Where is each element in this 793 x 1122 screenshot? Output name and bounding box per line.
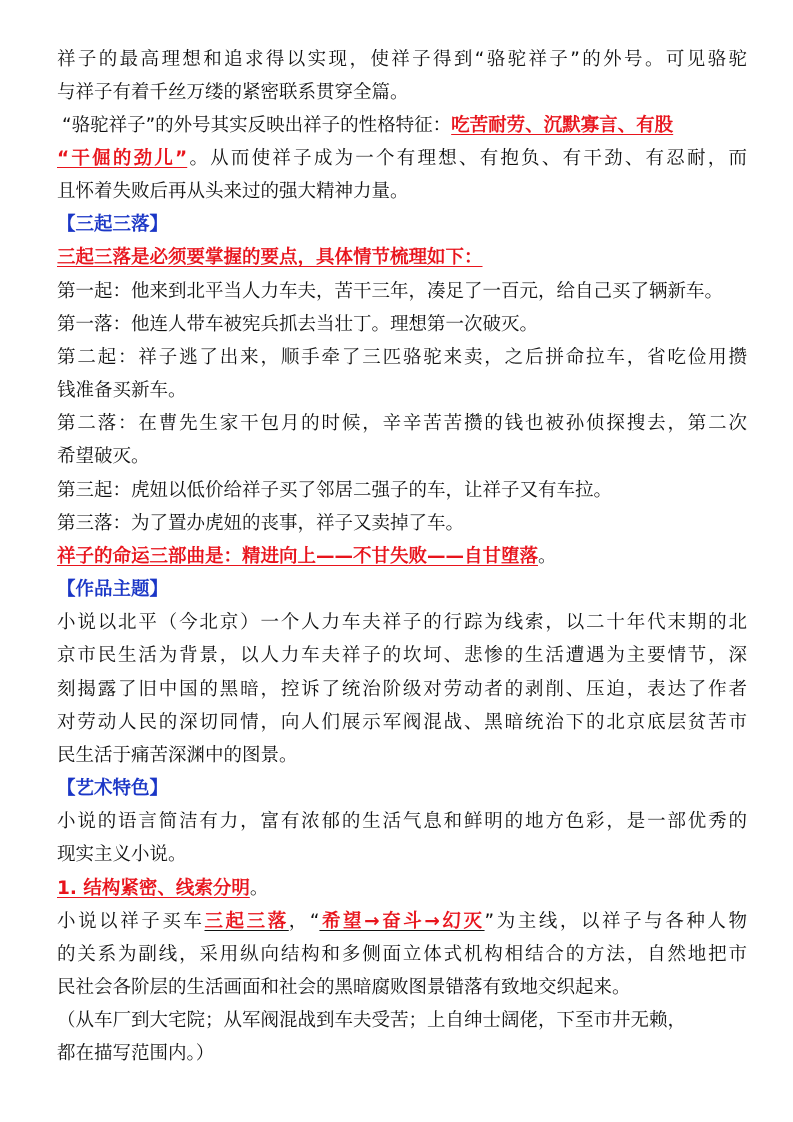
section-structure-period: 。	[249, 878, 269, 899]
paragraph-2-text: 。从而使祥子成为一个有理想、有抱负、有干劲、有忍耐，而	[187, 148, 747, 169]
theme-line-1: 小说以北平（今北京）一个人力车夫祥子的行踪为线索，以二十年代末期的北	[57, 612, 747, 633]
theme-line-5: 民生活于痛苦深渊中的图景。	[57, 745, 298, 766]
rise-3: 第三起：虎妞以低价给祥子买了邻居二强子的车，让祥子又有车拉。	[57, 480, 613, 501]
paragraph-1-line-1: 祥子的最高理想和追求得以实现，使祥子得到“骆驼祥子”的外号。可见骆驼	[57, 49, 747, 70]
rise-2-line-1: 第二起：祥子逃了出来，顺手牵了三匹骆驼来卖，之后拼命拉车，省吃俭用攒	[57, 347, 747, 368]
structure-line-2: 的关系为副线，采用纵向结构和多侧面立体式机构相结合的方法，自然地把市	[57, 944, 747, 965]
structure-line-1	[57, 909, 747, 935]
trait-highlight-quote: “干倔的劲儿”	[57, 148, 188, 169]
note-line-1: （从车厂到大宅院；从军阀混战到车夫受苦；上自绅士阔佬，下至市井无赖，	[57, 1010, 687, 1031]
fall-2-line-1: 第二落：在曹先生家干包月的时候，辛辛苦苦攒的钱也被孙侦探搜去，第二次	[57, 413, 747, 434]
san-qi-intro: 三起三落是必须要掌握的要点，具体情节梳理如下：	[57, 247, 483, 268]
paragraph-2-line-3: 且怀着失败后再从头来过的强大精神力量。	[57, 181, 409, 202]
structure-text: ，“	[288, 911, 320, 932]
fate-trilogy-text: 祥子的命运三部曲是：精进向上——不甘失败——自甘堕落	[57, 546, 539, 567]
fate-trilogy	[57, 544, 747, 570]
paragraph-2-line-1	[62, 113, 752, 139]
theme-line-2: 京市民生活为背景，以人力车夫祥子的坎坷、悲惨的生活遭遇为主要情节，深	[57, 645, 747, 666]
heading-art: 【艺术特色】	[57, 778, 169, 799]
fate-trilogy-period: 。	[538, 546, 557, 567]
art-line-2: 现实主义小说。	[57, 844, 187, 865]
section-structure	[57, 876, 747, 902]
fall-2-line-2: 希望破灭。	[57, 446, 150, 467]
structure-highlight-arc: 希望→奋斗→幻灭	[319, 911, 485, 932]
heading-theme: 【作品主题】	[57, 579, 169, 600]
paragraph-1-line-2: 与祥子有着千丝万缕的紧密联系贯穿全篇。	[57, 82, 409, 103]
rise-2-line-2: 钱准备买新车。	[57, 380, 187, 401]
paragraph-2-text: “骆驼祥子”的外号其实反映出祥子的性格特征：	[62, 115, 452, 136]
theme-line-4: 对劳动人民的深切同情，向人们展示军阀混战、黑暗统治下的北京底层贫苦市	[57, 712, 747, 733]
art-line-1: 小说的语言简洁有力，富有浓郁的生活气息和鲜明的地方色彩，是一部优秀的	[57, 811, 747, 832]
rise-1: 第一起：他来到北平当人力车夫，苦干三年，凑足了一百元，给自己买了辆新车。	[57, 281, 724, 302]
note-line-2: 都在描写范围内。）	[57, 1043, 215, 1064]
structure-line-3: 民社会各阶层的生活画面和社会的黑暗腐败图景错落有致地交织起来。	[57, 977, 631, 998]
structure-highlight-sanqi: 三起三落	[204, 911, 289, 932]
structure-text: 小说以祥子买车	[57, 911, 205, 932]
fall-3: 第三落：为了置办虎妞的丧事，祥子又卖掉了车。	[57, 513, 465, 534]
paragraph-2-line-2	[57, 146, 747, 172]
fall-1: 第一落：他连人带车被宪兵抓去当壮丁。理想第一次破灭。	[57, 314, 539, 335]
trait-highlight: 吃苦耐劳、沉默寡言、有股	[451, 115, 674, 136]
heading-san-qi-san-luo: 【三起三落】	[57, 214, 169, 235]
structure-text: ”为主线，以祥子与各种人物	[484, 911, 747, 932]
theme-line-3: 刻揭露了旧中国的黑暗，控诉了统治阶级对劳动者的剥削、压迫，表达了作者	[57, 679, 747, 700]
section-structure-title: 1. 结构紧密、线索分明	[57, 878, 250, 899]
